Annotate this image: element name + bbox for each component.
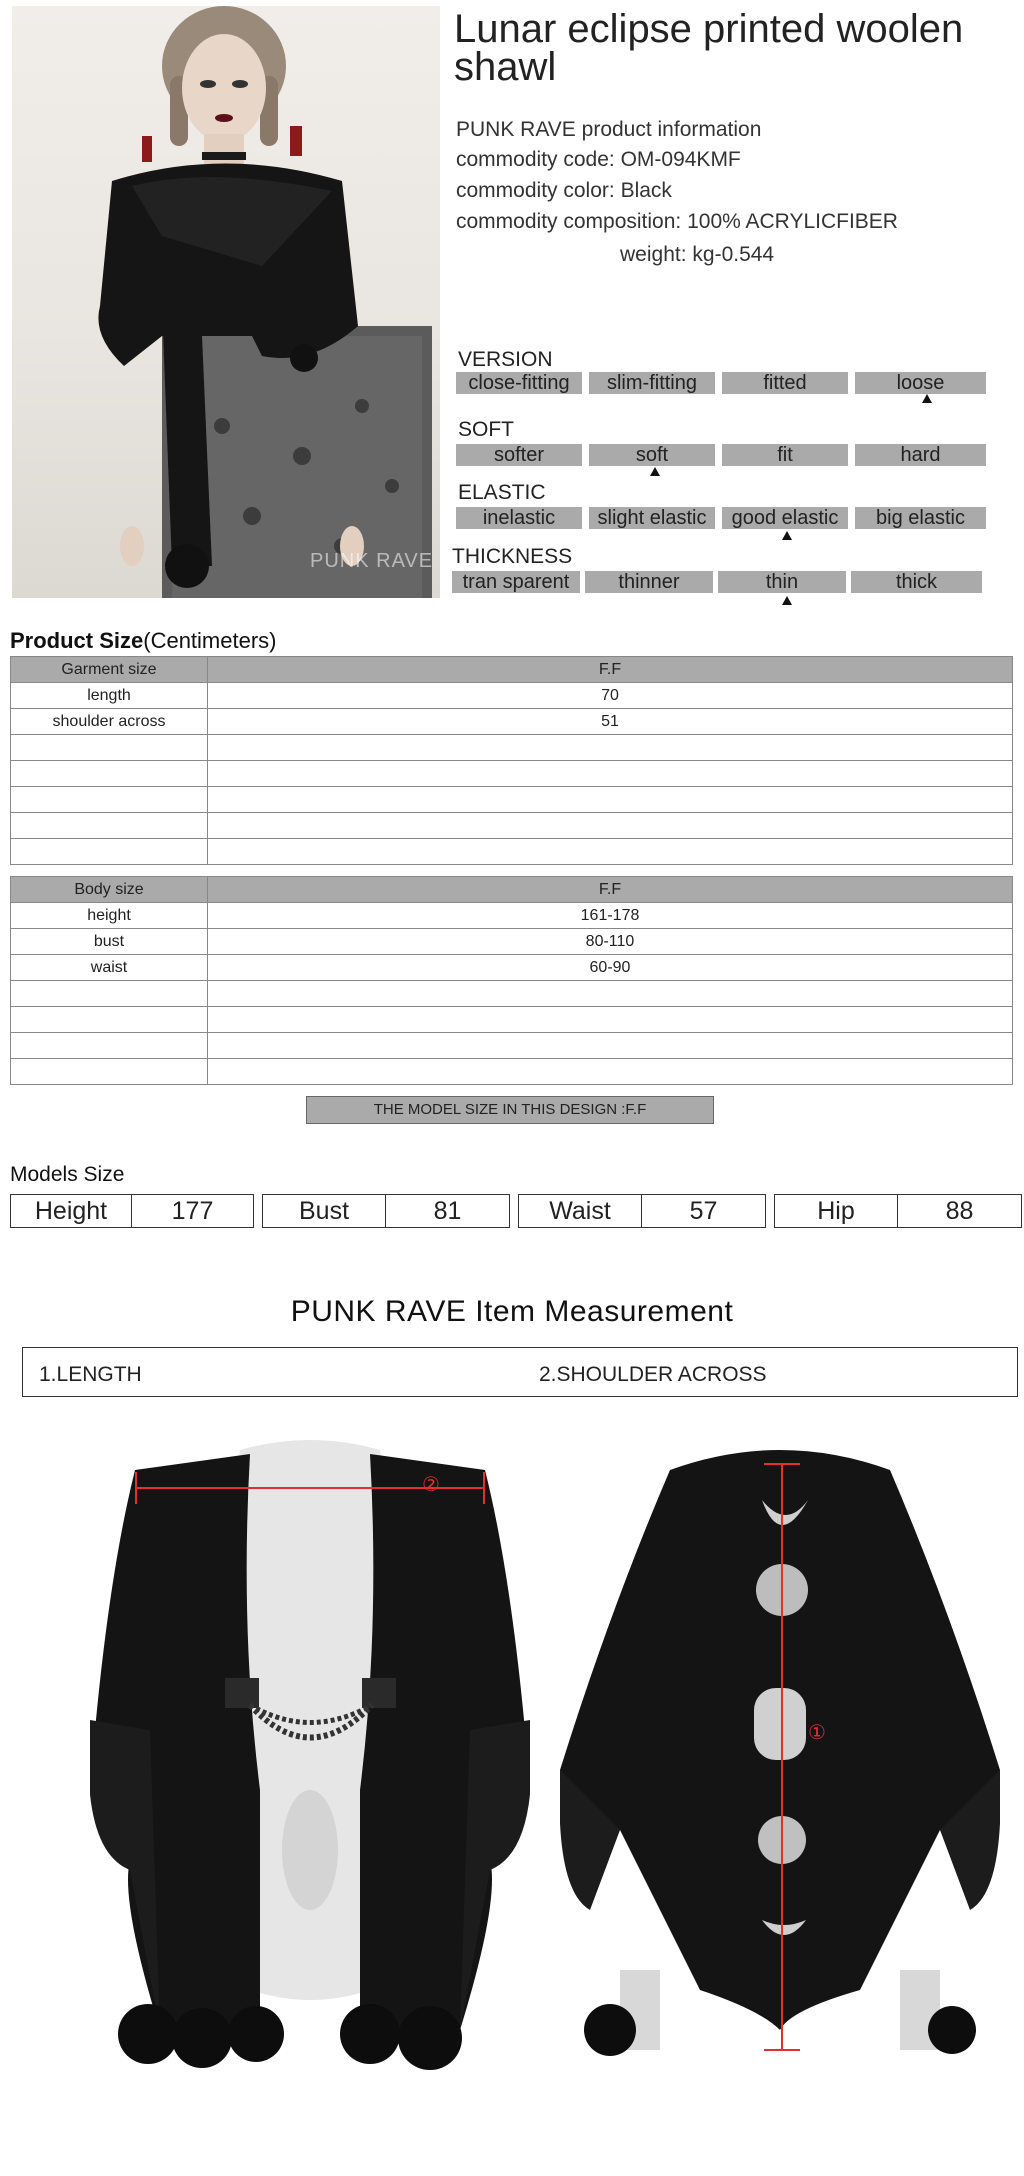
composition-value: 100% ACRYLICFIBER: [687, 210, 898, 233]
table-row: [11, 735, 1013, 761]
scale-label-thickness: THICKNESS: [452, 545, 573, 568]
table-cell: [11, 1059, 208, 1085]
models-size-label: Hip: [774, 1194, 898, 1228]
table-cell: [11, 1033, 208, 1059]
models-size-value: 88: [898, 1194, 1022, 1228]
product-size-heading: Product Size: [10, 628, 144, 653]
table-cell: 70: [208, 683, 1013, 709]
info-heading: PUNK RAVE product information: [456, 118, 762, 141]
watermark: PUNK RAVE: [310, 550, 434, 572]
table-header-cell: F.F: [208, 877, 1013, 903]
commodity-composition: [456, 210, 898, 234]
weight-value: kg-0.544: [692, 243, 775, 266]
models-size-value: 81: [386, 1194, 510, 1228]
table-row: [11, 1007, 1013, 1033]
table-cell: [208, 735, 1013, 761]
composition-label: commodity composition:: [456, 210, 682, 233]
product-title: Lunar eclipse printed woolen shawl: [454, 7, 964, 89]
models-size-label: Bust: [262, 1194, 386, 1228]
scale-option: thinner: [585, 571, 713, 593]
commodity-color: [456, 179, 672, 203]
selected-marker-icon: [782, 531, 792, 540]
table-cell: [11, 735, 208, 761]
scale-option: hard: [855, 444, 986, 466]
scale-option: big elastic: [855, 507, 986, 529]
selected-marker-icon: [782, 596, 792, 605]
garment-front-illustration: [90, 1430, 530, 2090]
scale-option: loose: [855, 372, 986, 394]
measurement-legend: [22, 1347, 1018, 1397]
model-illustration: [12, 6, 440, 598]
table-header-row: [11, 657, 1013, 683]
table-row: [11, 761, 1013, 787]
scale-option: soft: [589, 444, 715, 466]
models-size-label: Waist: [518, 1194, 642, 1228]
measurement-item-length: 1.LENGTH: [39, 1363, 142, 1386]
model-size-note: THE MODEL SIZE IN THIS DESIGN :F.F: [306, 1096, 714, 1124]
weight-label: weight:: [620, 243, 687, 266]
table-row: [11, 813, 1013, 839]
table-row: [11, 929, 1013, 955]
scale-option: fit: [722, 444, 848, 466]
code-value: OM-094KMF: [620, 148, 741, 171]
table-cell: 51: [208, 709, 1013, 735]
table-cell: [208, 839, 1013, 865]
table-header-cell: F.F: [208, 657, 1013, 683]
measurement-title: PUNK RAVE Item Measurement: [290, 1295, 734, 1328]
table-row: [11, 683, 1013, 709]
commodity-weight: [620, 243, 774, 267]
garment-size-table: [10, 656, 1013, 865]
table-cell: [208, 1007, 1013, 1033]
garment-front-image: [90, 1430, 530, 2090]
models-size-label: Height: [10, 1194, 132, 1228]
table-cell: 60-90: [208, 955, 1013, 981]
scale-option: softer: [456, 444, 582, 466]
table-cell: [208, 1033, 1013, 1059]
product-size-unit: (Centimeters): [143, 628, 277, 653]
body-size-table: [10, 876, 1013, 1085]
table-row: [11, 787, 1013, 813]
selected-marker-icon: [650, 467, 660, 476]
scale-option: thick: [851, 571, 982, 593]
color-value: Black: [620, 179, 672, 202]
models-size-table: [10, 1194, 1022, 1228]
table-cell: bust: [11, 929, 208, 955]
scale-option: fitted: [722, 372, 848, 394]
table-cell: [11, 761, 208, 787]
models-size-value: 57: [642, 1194, 766, 1228]
scale-label-soft: SOFT: [458, 418, 514, 441]
table-row: [11, 1059, 1013, 1085]
table-row: [11, 955, 1013, 981]
table-row: [11, 839, 1013, 865]
scale-label-version: VERSION: [458, 348, 553, 371]
scale-option: good elastic: [722, 507, 848, 529]
table-cell: [208, 1059, 1013, 1085]
table-row: [11, 981, 1013, 1007]
table-cell: [208, 813, 1013, 839]
table-cell: shoulder across: [11, 709, 208, 735]
table-header-cell: Body size: [11, 877, 208, 903]
table-cell: [11, 981, 208, 1007]
scale-option: tran sparent: [452, 571, 580, 593]
model-photo: [12, 6, 440, 598]
models-size-title: Models Size: [10, 1163, 125, 1186]
table-cell: height: [11, 903, 208, 929]
models-size-value: 177: [132, 1194, 254, 1228]
scale-thickness: [452, 571, 982, 593]
table-row: [11, 1033, 1013, 1059]
scale-option: thin: [718, 571, 846, 593]
table-cell: 80-110: [208, 929, 1013, 955]
measurement-item-shoulder: 2.SHOULDER ACROSS: [539, 1363, 767, 1386]
measurement-marker-2: ②: [422, 1474, 440, 1496]
scale-option: inelastic: [456, 507, 582, 529]
table-cell: [208, 761, 1013, 787]
scale-version: [456, 372, 986, 394]
table-cell: [11, 813, 208, 839]
selected-marker-icon: [922, 394, 932, 403]
garment-back-illustration: [560, 1430, 1000, 2090]
table-cell: [11, 1007, 208, 1033]
code-label: commodity code:: [456, 148, 615, 171]
scale-soft: [456, 444, 986, 466]
scale-label-elastic: ELASTIC: [458, 481, 546, 504]
garment-back-image: [560, 1430, 1000, 2090]
measurement-marker-1: ①: [808, 1722, 826, 1744]
table-cell: waist: [11, 955, 208, 981]
table-header-row: [11, 877, 1013, 903]
table-header-cell: Garment size: [11, 657, 208, 683]
table-cell: 161-178: [208, 903, 1013, 929]
scale-elastic: [456, 507, 986, 529]
table-row: [11, 709, 1013, 735]
scale-option: slight elastic: [589, 507, 715, 529]
table-cell: [208, 787, 1013, 813]
color-label: commodity color:: [456, 179, 615, 202]
table-cell: length: [11, 683, 208, 709]
scale-option: close-fitting: [456, 372, 582, 394]
table-cell: [11, 787, 208, 813]
scale-option: slim-fitting: [589, 372, 715, 394]
table-row: [11, 903, 1013, 929]
product-size-title: [10, 628, 277, 654]
table-cell: [11, 839, 208, 865]
table-cell: [208, 981, 1013, 1007]
commodity-code: [456, 148, 741, 172]
